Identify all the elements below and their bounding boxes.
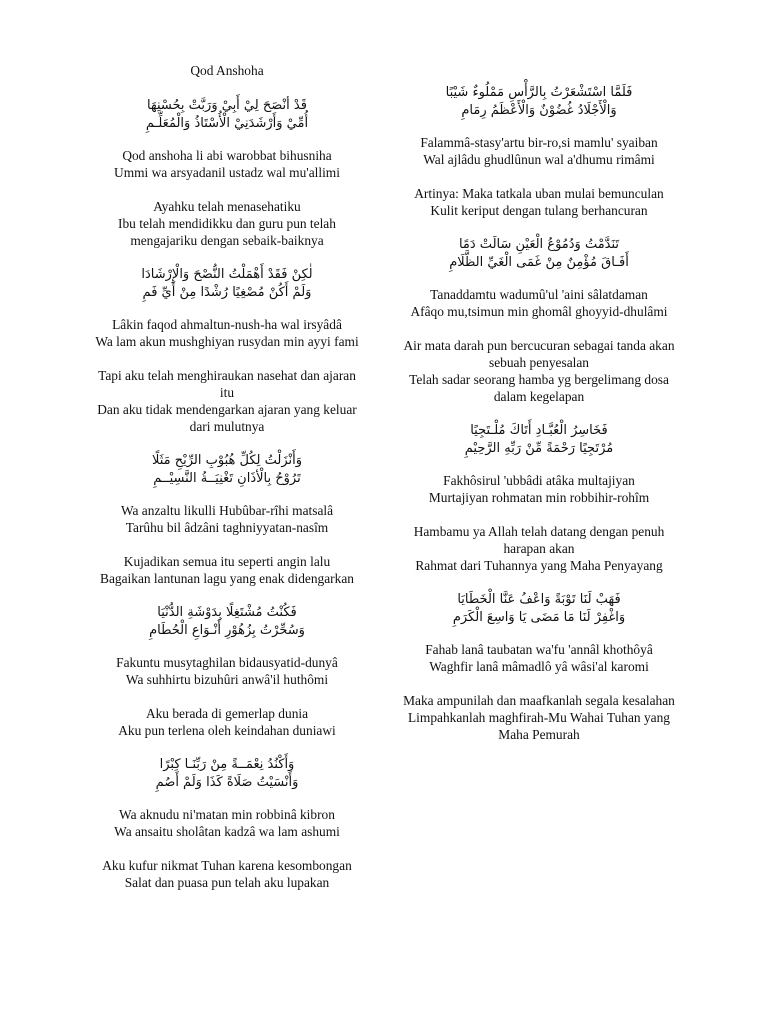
arabic-line: أُمِّيْ وَأَرْشَدَنِيْ الْأُسْتَاذُ وَالْمُعَلِّـمِ [145,116,309,131]
translation-line: Artinya: Maka tatkala uban mulai bemunculan [414,186,664,201]
translation-line: Kujadikan semua itu seperti angin lalu [123,554,331,569]
transliteration [90,806,364,840]
translation-line: Aku berada di gemerlap dunia [145,706,309,721]
stanza [90,452,364,587]
transliteration-line: Wal ajlâdu ghudlûnun wal a'dhumu rimâmi [423,152,655,167]
translation-line: Hambamu ya Allah telah datang dengan penuh harapan akan [413,524,665,556]
translation-line: Maka ampunilah dan maafkanlah segala kesalahan [403,693,675,708]
transliteration-line: Wa suhhirtu bizuhûri anwâ'il huthômi [125,672,329,687]
translation-line: Ayahku telah menasehatiku [153,199,301,214]
arabic-verse [90,266,364,302]
arabic-line: تَنَدَّمْتُ وَدُمُوْعُ الْعَيْنِ سَالَتْ دَمًا [458,237,620,252]
arabic-line: وَلَمْ أَكُنْ مُصْغِيًا رُشْدًا مِنْ أَيِّ فَمِ [142,285,312,300]
translation [402,692,676,743]
stanza [90,97,364,249]
arabic-verse [402,84,676,120]
transliteration-line: Falammâ-stasy'artu bir-ro,si mamlu' syaiban [420,135,658,150]
arabic-verse [402,422,676,458]
arabic-line: وَالْأَجْلَادُ غُضُوْنٌ وَالْأَعْظَمُ رِمَامِ [461,103,617,118]
transliteration-line: Fahab lanâ taubatan wa'fu 'annâl khothôyâ [425,642,653,657]
translation-line: Air mata darah pun bercucuran sebagai tanda akan sebuah penyesalan [403,338,675,370]
transliteration-line: Ummi wa arsyadanil ustadz wal mu'allimi [114,165,340,180]
transliteration-line: Murtajiyan rohmatan min robbihir-rohîm [428,490,650,505]
arabic-line: وَأَنْزَلْتُ لِكُلِّ هُبُوْبِ الرِّيْحِ مَثَلًا [151,453,303,468]
arabic-line: مُرْتَجِيًا رَحْمَةً مِّنْ رَبِّهِ الرَّحِيْمِ [464,441,614,456]
arabic-line: وَاغْفِرْ لَنَا مَا مَضَى يَا وَاسِعَ الْكَرَمِ [452,610,626,625]
arabic-line: قَدْ أنْصَحَ لِيْ أَبِيْ وَرَبَّتْ بِحُسْنِهَا [147,98,307,113]
stanza [402,84,676,219]
arabic-verse [90,452,364,488]
transliteration-line: Wa ansaitu sholâtan kadzâ wa lam ashumi [114,824,340,839]
transliteration-line: Wa aknudu ni'matan min robbinâ kibron [119,807,335,822]
transliteration [90,147,364,181]
transliteration [90,316,364,350]
transliteration-line: Wa lam akun mushghiyan rusydan min ayyi fami [95,334,359,349]
translation [90,553,364,587]
stanza [90,756,364,891]
arabic-verse [90,756,364,792]
stanza [402,591,676,743]
transliteration [402,134,676,168]
stanza [90,266,364,435]
transliteration [402,641,676,675]
translation [90,705,364,739]
translation-line: Salat dan puasa pun telah aku lupakan [124,875,330,890]
arabic-line: تَرُوْحُ بِالْأذَانِ تَغْنِيَــةُ النَّسِيْــمِ [153,471,301,486]
transliteration-line: Afâqo mu,tsimun min ghomâl ghoyyid-dhulâmi [410,304,668,319]
translation-line: Kulit keriput dengan tulang berhancuran [430,203,648,218]
arabic-line: فَهَبْ لَنَا تَوْبَةً وَاعْفُ عَنَّا الْخَطَايَا [457,592,621,607]
translation-line: Bagaikan lantunan lagu yang enak didengarkan [100,571,354,586]
transliteration-line: Fakhôsirul 'ubbâdi atâka multajiyan [443,473,635,488]
transliteration [90,654,364,688]
arabic-line: وَأَكْنُدُ نِعْمَــةً مِنْ رَبِّنَـا كِبْرًا [159,757,295,772]
arabic-line: فَخَاسِرُ الْعُبَّـادِ أَتَاكَ مُلْـتَجِيًا [470,423,608,438]
arabic-line: وَسُحِّرْتُ بِزُهُوْرِ أَنْـوَاعِ الْحُطَامِ [149,623,305,638]
translation-line: Limpahkanlah maghfirah-Mu Wahai Tuhan yang Maha Pemurah [408,710,670,742]
stanza [402,236,676,405]
translation-line: Tapi aku telah menghiraukan nasehat dan ajaran itu [98,368,356,400]
transliteration-line: Fakuntu musytaghilan bidausyatid-dunyâ [116,655,338,670]
transliteration-line: Lâkin faqod ahmaltun-nush-ha wal irsyâdâ [112,317,342,332]
arabic-verse [402,236,676,272]
arabic-line: فَكُنْتُ مُشْتَغِلًا بِدَوْشَةِ الدُّنْيَا [157,605,297,620]
transliteration-line: Qod anshoha li abi warobbat bihusniha [122,148,332,163]
transliteration-line: Waghfir lanâ mâmadlô yâ wâsi'al karomi [429,659,649,674]
transliteration-line: Tarûhu bil âdzâni taghniyyatan-nasîm [125,520,329,535]
arabic-line: لٰكِنْ فَقَدْ أَهْمَلْتُ النُّصْحَ وَالْإِرْشَادَا [141,267,313,282]
right-column [402,84,676,760]
arabic-line: وَأَنْسَيْتُ صَلَاةً كَذَا وَلَمْ أَصُمِ [155,775,299,790]
stanza [90,604,364,739]
translation-line: Aku pun terlena oleh keindahan duniawi [118,723,336,738]
translation [90,198,364,249]
transliteration [402,472,676,506]
translation [90,857,364,891]
translation-line: Aku kufur nikmat Tuhan karena kesombongan [102,858,352,873]
translation-line: Telah sadar seorang hamba yg bergelimang dosa dalam kegelapan [409,372,669,404]
left-column [90,62,364,908]
translation-line: Rahmat dari Tuhannya yang Maha Penyayang [415,558,663,573]
translation [402,337,676,405]
translation-line: Dan aku tidak mendengarkan ajaran yang keluar dari mulutnya [97,402,357,434]
arabic-verse [402,591,676,627]
translation [90,367,364,435]
translation [402,185,676,219]
arabic-verse [90,97,364,133]
translation [402,523,676,574]
transliteration [402,286,676,320]
arabic-line: أَفَـاقَ مُؤْمِنٌ مِنْ غَمَى الْغَيِّ الظَّلَامِ [449,255,629,270]
transliteration [90,502,364,536]
arabic-verse [90,604,364,640]
transliteration-line: Tanaddamtu wadumû'ul 'aini sâlatdaman [430,287,648,302]
transliteration-line: Wa anzaltu likulli Hubûbar-rîhi matsalâ [120,503,334,518]
stanza [402,422,676,574]
arabic-line: فَلَمَّا اسْتَشْعَرْتُ بِالرَّأْسِ مَمْلُوءٌ شَيْبًا [445,85,633,100]
translation-line: Ibu telah mendidikku dan guru pun telah mengajariku dengan sebaik-baiknya [118,216,336,248]
page-title: Qod Anshoha [190,63,264,78]
